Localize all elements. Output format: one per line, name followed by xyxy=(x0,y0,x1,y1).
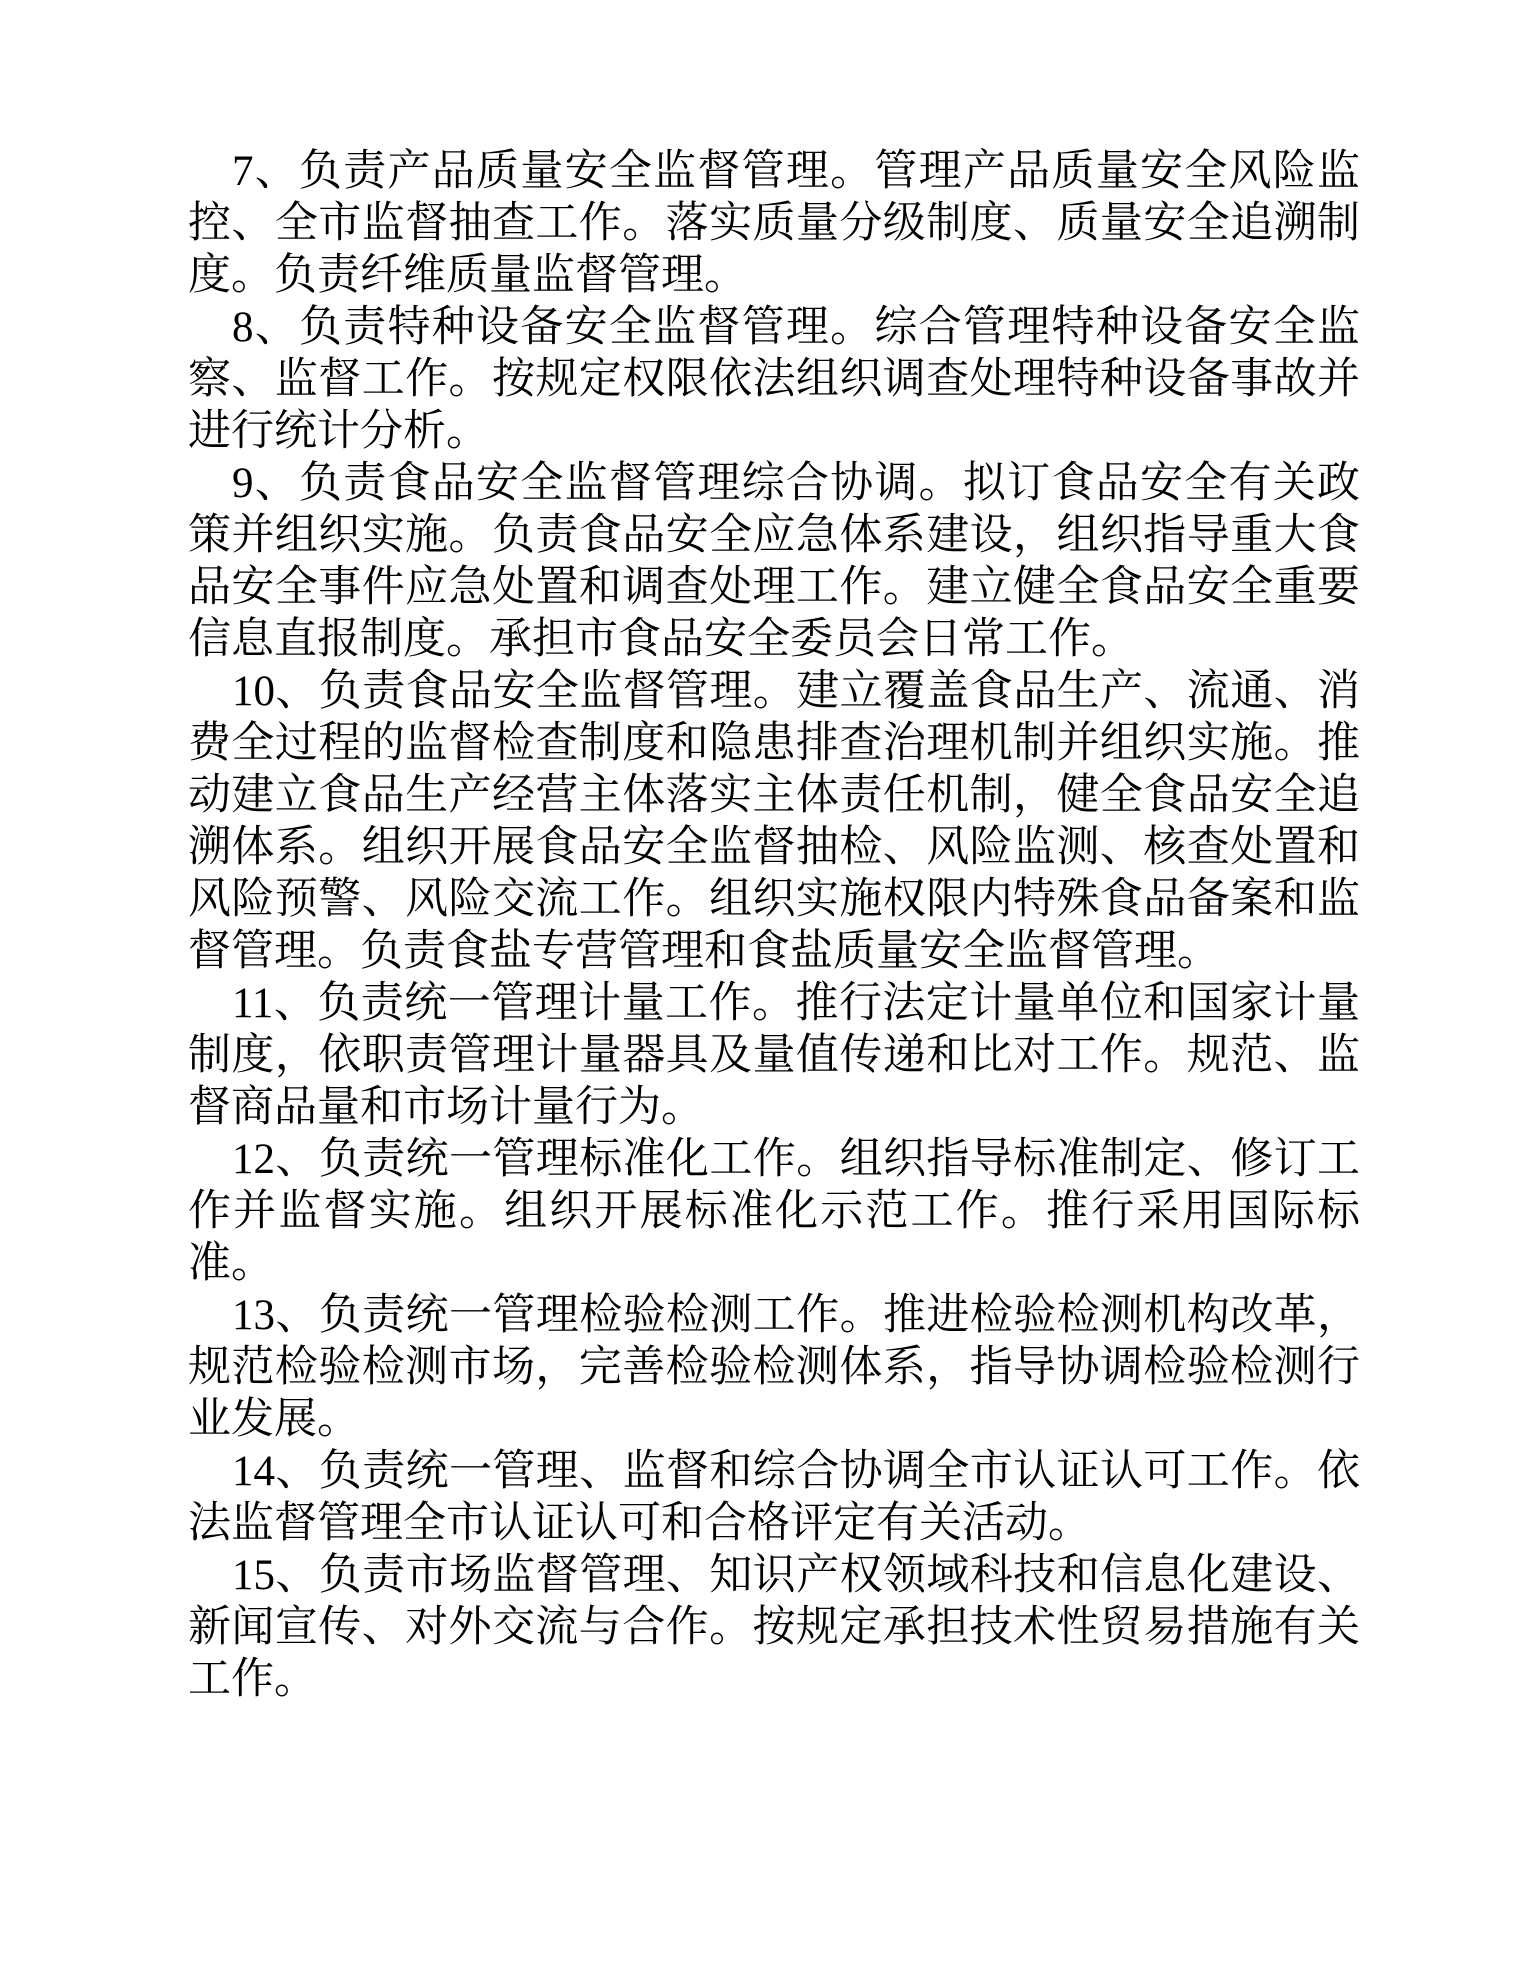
paragraph-11: 11、负责统一管理计量工作。推行法定计量单位和国家计量制度，依职责管理计量器具及量值传递和比对工作。规范、监督商品量和市场计量行为。 xyxy=(188,980,1360,1131)
paragraph-9: 9、负责食品安全监督管理综合协调。拟订食品安全有关政策并组织实施。负责食品安全应急体系建设，组织指导重大食品安全事件应急处置和调查处理工作。建立健全食品安全重要信息直报制度。承担市食品安全委员会日常工作。 xyxy=(188,460,1360,663)
paragraph-10: 10、负责食品安全监督管理。建立覆盖食品生产、流通、消费全过程的监督检查制度和隐患排查治理机制并组织实施。推动建立食品生产经营主体落实主体责任机制，健全食品安全追溯体系。组织开展食品安全监督抽检、风险监测、核查处置和风险预警、风险交流工作。组织实施权限内特殊食品备案和监督管理。负责食盐专营管理和食盐质量安全监督管理。 xyxy=(188,668,1360,975)
document-body xyxy=(188,146,1360,1706)
paragraph-15: 15、负责市场监督管理、知识产权领域科技和信息化建设、新闻宣传、对外交流与合作。按规定承担技术性贸易措施有关工作。 xyxy=(188,1552,1360,1703)
paragraph-12: 12、负责统一管理标准化工作。组织指导标准制定、修订工作并监督实施。组织开展标准化示范工作。推行采用国际标准。 xyxy=(188,1136,1360,1287)
paragraph-8: 8、负责特种设备安全监督管理。综合管理特种设备安全监察、监督工作。按规定权限依法组织调查处理特种设备事故并进行统计分析。 xyxy=(188,304,1360,455)
paragraph-7: 7、负责产品质量安全监督管理。管理产品质量安全风险监控、全市监督抽查工作。落实质量分级制度、质量安全追溯制度。负责纤维质量监督管理。 xyxy=(188,148,1360,299)
paragraph-13: 13、负责统一管理检验检测工作。推进检验检测机构改革，规范检验检测市场，完善检验检测体系，指导协调检验检测行业发展。 xyxy=(188,1292,1360,1443)
paragraph-14: 14、负责统一管理、监督和综合协调全市认证认可工作。依法监督管理全市认证认可和合格评定有关活动。 xyxy=(188,1448,1360,1547)
